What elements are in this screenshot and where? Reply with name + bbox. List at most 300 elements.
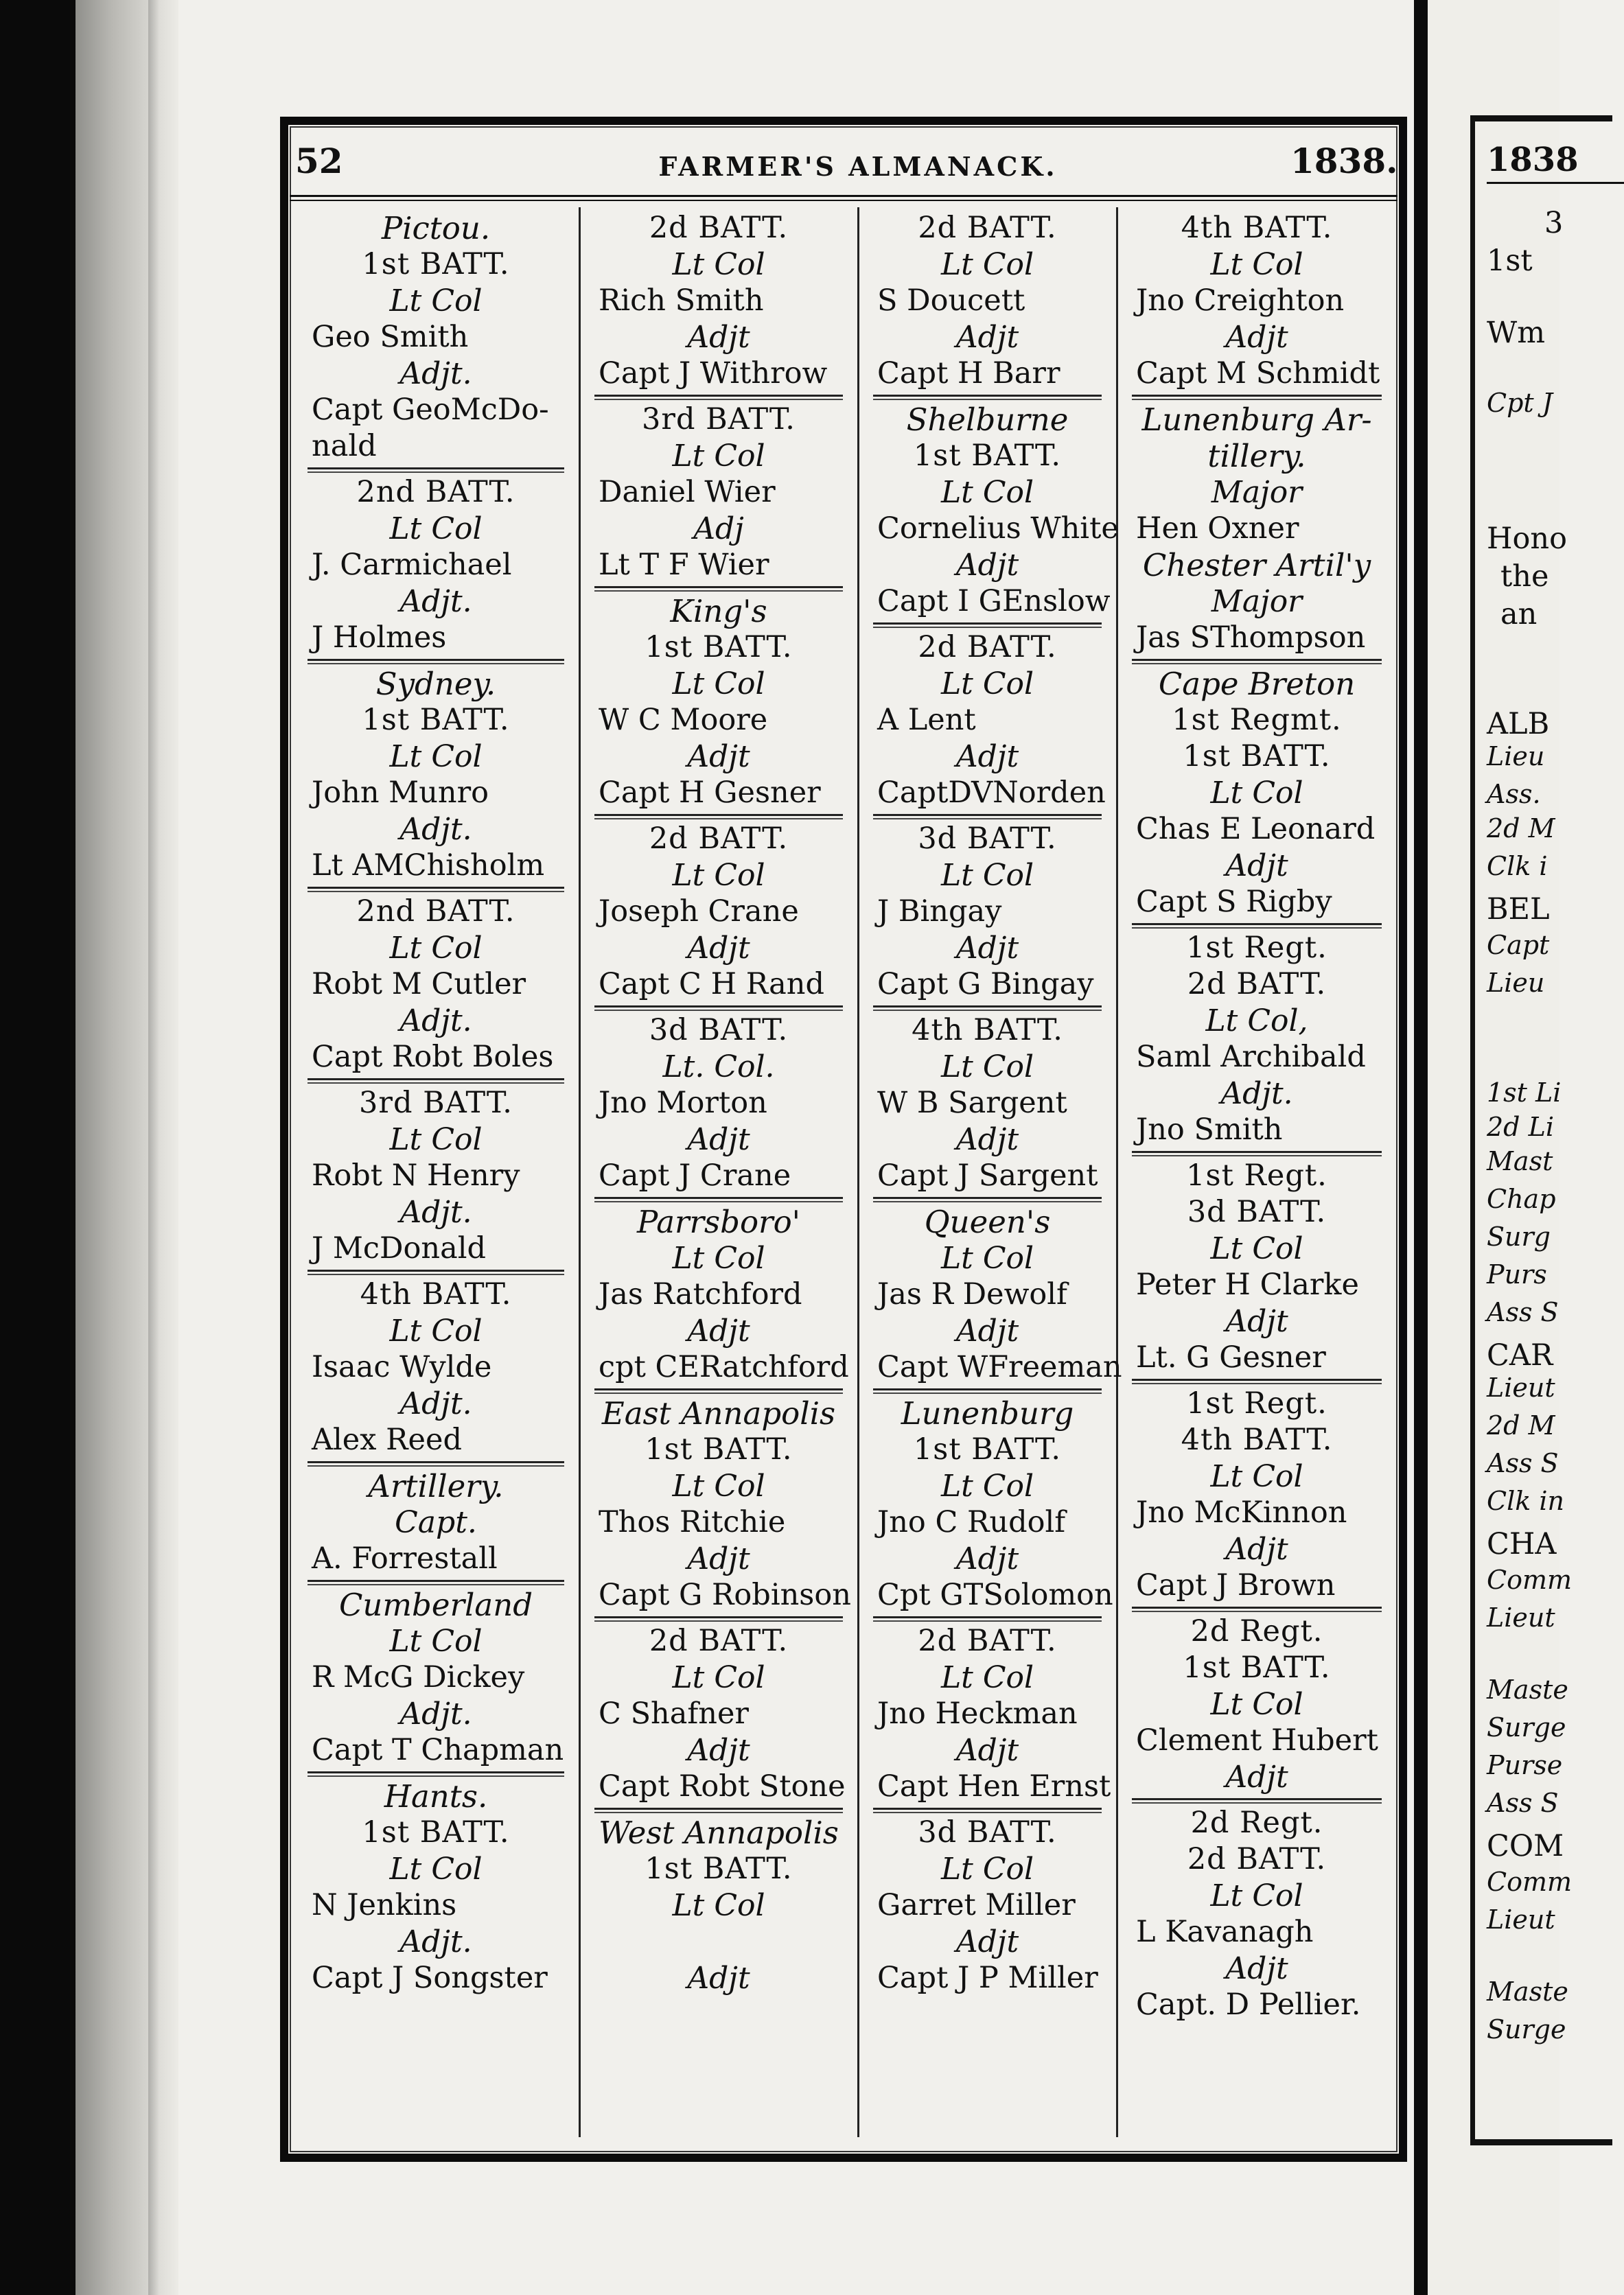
section-rule bbox=[1132, 659, 1382, 664]
section-rule bbox=[308, 1580, 564, 1585]
officer-name: Capt C H Rand bbox=[599, 967, 824, 1001]
rank-label: Lt Col bbox=[940, 666, 1034, 701]
adjacent-page-fragment: CHA bbox=[1487, 1527, 1557, 1561]
page-number: 52 bbox=[295, 141, 343, 181]
officer-name: Alex Reed bbox=[312, 1423, 462, 1457]
rank-label: Adjt bbox=[955, 1122, 1019, 1157]
rank-label: Adjt bbox=[687, 1733, 750, 1768]
officer-name: Capt G Bingay bbox=[877, 967, 1094, 1001]
rank-label: Adjt. bbox=[1220, 1076, 1293, 1111]
rank-label: Lt Col bbox=[940, 1469, 1034, 1504]
battalion-heading: 1st BATT. bbox=[645, 1432, 793, 1467]
section-rule bbox=[594, 1388, 843, 1394]
district-title: Cape Breton bbox=[1158, 666, 1356, 702]
entry-block bbox=[861, 1012, 1114, 1194]
district-title: Chester Artil'y bbox=[1142, 547, 1371, 583]
entry-block bbox=[861, 1815, 1114, 1996]
rank-label: Lt Col bbox=[940, 247, 1034, 282]
officer-name: Robt M Cutler bbox=[312, 967, 526, 1001]
officer-name: Garret Miller bbox=[877, 1888, 1076, 1922]
section-rule bbox=[873, 622, 1102, 628]
adjacent-page-fragment: Maste bbox=[1487, 1977, 1568, 2007]
battalion-heading: 4th BATT. bbox=[912, 1013, 1063, 1047]
rank-label: Adjt bbox=[687, 739, 750, 774]
rank-label: Lt Col, bbox=[1205, 1003, 1308, 1038]
district-title: Lunenburg bbox=[901, 1395, 1074, 1432]
rank-label: Adjt. bbox=[399, 812, 472, 847]
officer-name: Jas Ratchford bbox=[599, 1277, 802, 1312]
rank-label: Lt Col bbox=[672, 666, 765, 701]
officer-name: Jas SThompson bbox=[1136, 620, 1366, 655]
section-rule bbox=[1132, 1798, 1382, 1804]
gutter-shadow bbox=[148, 0, 159, 2295]
officer-name: Capt J Songster bbox=[312, 1961, 548, 1995]
rank-label: Lt Col bbox=[389, 931, 483, 966]
officer-name: Isaac Wylde bbox=[312, 1350, 492, 1384]
officer-name: Thos Ritchie bbox=[599, 1505, 786, 1539]
battalion-heading: 2nd BATT. bbox=[356, 894, 515, 929]
entry-block bbox=[1120, 401, 1394, 656]
entry-block bbox=[295, 666, 577, 884]
section-rule bbox=[308, 1078, 564, 1084]
rank-label: Lt Col bbox=[672, 247, 765, 282]
battalion-heading: 1st BATT. bbox=[645, 1852, 793, 1886]
adjacent-page-rule bbox=[1487, 182, 1624, 184]
district-title: Hants. bbox=[384, 1778, 488, 1815]
officer-name: Capt Hen Ernst bbox=[877, 1769, 1111, 1804]
rank-label: Adjt. bbox=[399, 1195, 472, 1230]
rank-label: Adjt bbox=[1225, 1951, 1288, 1986]
rank-label: Major bbox=[1211, 584, 1303, 619]
officer-name: Capt H Barr bbox=[877, 356, 1060, 391]
rank-label: Adjt bbox=[687, 320, 750, 355]
rank-label: Adjt. bbox=[399, 1386, 472, 1421]
entry-block bbox=[1120, 1386, 1394, 1604]
section-rule bbox=[594, 1616, 843, 1622]
section-rule bbox=[873, 814, 1102, 819]
rank-label: Adjt. bbox=[399, 356, 472, 391]
rank-label: Lt Col bbox=[672, 1888, 765, 1923]
entry-block bbox=[582, 593, 855, 811]
adjacent-page-fragment: Maste bbox=[1487, 1675, 1568, 1705]
rank-label: Adjt. bbox=[399, 584, 472, 619]
section-rule bbox=[308, 467, 564, 473]
officer-name: Daniel Wier bbox=[599, 475, 776, 509]
rank-label: Adjt bbox=[687, 931, 750, 966]
battalion-heading: 1st BATT. bbox=[913, 439, 1062, 473]
officer-name: Clement Hubert bbox=[1136, 1723, 1378, 1758]
page-divider bbox=[1414, 0, 1428, 2295]
adjacent-page-fragment: 2d Li bbox=[1487, 1112, 1554, 1142]
battalion-heading: 2nd BATT. bbox=[356, 475, 515, 509]
battalion-heading: 1st BATT. bbox=[913, 1432, 1062, 1467]
officer-name: Capt I GEnslow bbox=[877, 584, 1111, 618]
entry-block bbox=[295, 474, 577, 656]
officer-name: Capt Robt Stone bbox=[599, 1769, 846, 1804]
officer-name: J Holmes bbox=[312, 620, 447, 655]
section-rule bbox=[308, 1270, 564, 1275]
adjacent-page-fragment: Surge bbox=[1487, 2014, 1566, 2044]
rank-label: Lt Col bbox=[389, 1852, 483, 1887]
header-rule bbox=[290, 195, 1397, 201]
battalion-heading: 2d BATT. bbox=[649, 1624, 789, 1658]
adjacent-page-fragment: Lieut bbox=[1487, 1904, 1555, 1935]
rank-label: Lt Col bbox=[389, 283, 483, 318]
rank-label: Adjt bbox=[955, 739, 1019, 774]
rank-label: Lt Col bbox=[389, 511, 483, 546]
section-rule bbox=[873, 1197, 1102, 1202]
rank-label: Lt Col bbox=[672, 1469, 765, 1504]
rank-label: Lt Col bbox=[1210, 1459, 1303, 1494]
adjacent-page-fragment: Surge bbox=[1487, 1712, 1566, 1743]
rank-label: Adjt bbox=[1225, 1760, 1288, 1795]
rank-label: Adjt bbox=[1225, 320, 1288, 355]
officer-name: Cpt GTSolomon bbox=[877, 1578, 1113, 1612]
entry-block bbox=[861, 401, 1119, 620]
battalion-heading: 2d BATT. bbox=[649, 211, 789, 245]
section-rule bbox=[873, 1388, 1102, 1394]
battalion-heading: 3d BATT. bbox=[649, 1013, 789, 1047]
adjacent-page-fragment: ALB bbox=[1487, 707, 1550, 741]
officer-name: Jno C Rudolf bbox=[877, 1505, 1066, 1539]
entry-block bbox=[582, 1012, 855, 1194]
adjacent-page-fragment: Mast bbox=[1487, 1146, 1553, 1176]
entry-block bbox=[1120, 1805, 1394, 2023]
district-title: Artillery. bbox=[368, 1468, 504, 1504]
section-rule bbox=[1132, 1379, 1382, 1384]
rank-label: Adjt bbox=[687, 1122, 750, 1157]
officer-name: J McDonald bbox=[312, 1231, 486, 1266]
officer-name: Capt WFreeman bbox=[877, 1350, 1122, 1384]
running-head: FARMER'S ALMANACK. bbox=[658, 151, 1058, 182]
adjacent-page-fragment: an bbox=[1500, 597, 1538, 631]
column-1 bbox=[295, 210, 577, 2139]
officer-name bbox=[582, 1924, 855, 1960]
section-rule bbox=[308, 1461, 564, 1467]
rank-label: Lt Col bbox=[672, 1241, 765, 1276]
officer-name: Capt M Schmidt bbox=[1136, 356, 1380, 391]
battalion-heading: 1st BATT. bbox=[362, 1815, 510, 1850]
officer-name: Lt T F Wier bbox=[599, 548, 769, 582]
rank-label: Adjt bbox=[687, 1961, 750, 1996]
section-rule bbox=[1132, 1607, 1382, 1612]
officer-name: S Doucett bbox=[877, 283, 1025, 318]
adjacent-page-fragment: Ass S bbox=[1487, 1448, 1559, 1478]
battalion-heading: 1st BATT. bbox=[362, 703, 510, 737]
battalion-heading: 2d BATT. bbox=[918, 211, 1057, 245]
entry-block bbox=[861, 821, 1114, 1003]
officer-name: Peter H Clarke bbox=[1136, 1268, 1359, 1302]
adjacent-page bbox=[1428, 0, 1579, 2295]
section-rule bbox=[1132, 1151, 1382, 1156]
adjacent-page-fragment: 1st bbox=[1487, 244, 1533, 278]
adjacent-page-fragment: BEL bbox=[1487, 892, 1550, 927]
officer-name: Capt G Robinson bbox=[599, 1578, 851, 1612]
entry-block bbox=[295, 1778, 577, 1996]
rank-label: Adjt bbox=[1225, 1304, 1288, 1339]
officer-name: Jno Creighton bbox=[1136, 283, 1345, 318]
entry-block bbox=[582, 1815, 855, 1996]
rank-label: Lt Col bbox=[940, 475, 1034, 510]
officer-name: J. Carmichael bbox=[312, 548, 512, 582]
section-rule bbox=[594, 586, 843, 592]
battalion-heading: 4th BATT. bbox=[360, 1277, 512, 1312]
officer-name: W C Moore bbox=[599, 703, 768, 737]
adjacent-page-fragment: Wm bbox=[1487, 316, 1545, 350]
entry-block bbox=[861, 1395, 1114, 1614]
adjacent-page-fragment: the bbox=[1500, 559, 1549, 594]
battalion-heading: 2d BATT. bbox=[1187, 1842, 1327, 1876]
district-title: Lunenburg Ar- bbox=[1141, 401, 1372, 438]
rank-label: Adjt bbox=[955, 1314, 1019, 1349]
adjacent-page-fragment: Capt bbox=[1487, 930, 1550, 960]
section-rule bbox=[308, 1771, 564, 1777]
officer-name: C Shafner bbox=[599, 1697, 749, 1731]
column-3 bbox=[861, 210, 1122, 2139]
adjacent-page-fragment: 1st Li bbox=[1487, 1077, 1562, 1108]
rank-label: Lt Col bbox=[389, 1122, 483, 1157]
section-rule bbox=[594, 1005, 843, 1011]
section-rule bbox=[873, 1005, 1102, 1011]
officer-name: N Jenkins bbox=[312, 1888, 457, 1922]
rank-label: Lt Col bbox=[940, 858, 1034, 893]
adjacent-page-fragment: Chap bbox=[1487, 1184, 1556, 1214]
battalion-heading: 3rd BATT. bbox=[359, 1086, 513, 1120]
adjacent-page-fragment: Comm bbox=[1487, 1565, 1573, 1595]
district-title: Cumberland bbox=[338, 1587, 533, 1623]
officer-name: A Lent bbox=[877, 703, 976, 737]
officer-name: Capt T Chapman bbox=[312, 1733, 564, 1767]
entry-block bbox=[861, 629, 1114, 811]
section-rule bbox=[594, 814, 843, 819]
column-rule bbox=[1116, 207, 1118, 2137]
rank-label: Lt Col bbox=[672, 439, 765, 474]
rank-label: Adjt bbox=[1225, 848, 1288, 883]
rank-label: Adjt. bbox=[399, 1697, 472, 1732]
entry-block bbox=[295, 210, 577, 465]
adjacent-page-fragment: Cpt J bbox=[1487, 388, 1553, 418]
battalion-heading: 2d BATT. bbox=[918, 1624, 1057, 1658]
battalion-heading: 3d BATT. bbox=[918, 822, 1057, 856]
entry-block bbox=[861, 1204, 1122, 1386]
entry-block bbox=[1120, 210, 1394, 392]
officer-name: Capt J Crane bbox=[599, 1158, 791, 1193]
rank-label: Lt Col bbox=[940, 1241, 1034, 1276]
officer-name: Capt S Rigby bbox=[1136, 885, 1332, 919]
district-title: East Annapolis bbox=[601, 1395, 836, 1432]
district-title: West Annapolis bbox=[599, 1815, 839, 1851]
entry-block bbox=[1120, 1158, 1394, 1376]
officer-name: Jno Morton bbox=[599, 1086, 767, 1120]
adjacent-page-fragment: 2d M bbox=[1487, 813, 1555, 843]
column-2 bbox=[582, 210, 855, 2139]
entry-block bbox=[295, 1277, 577, 1458]
officer-name: A. Forrestall bbox=[312, 1541, 498, 1576]
entry-block bbox=[582, 1623, 855, 1805]
entry-block bbox=[861, 1623, 1114, 1805]
officer-name: Capt. D Pellier. bbox=[1136, 1988, 1361, 2022]
officer-name: W B Sargent bbox=[877, 1086, 1067, 1120]
officer-name: Lt. G Gesner bbox=[1136, 1340, 1326, 1375]
adjacent-page-fragment: 3 bbox=[1544, 206, 1564, 240]
officer-name: Robt N Henry bbox=[312, 1158, 520, 1193]
officer-name: Capt H Gesner bbox=[599, 776, 821, 810]
rank-label: Lt Col bbox=[940, 1660, 1034, 1695]
battalion-heading: 1st Regt. bbox=[1186, 1158, 1327, 1193]
adjacent-page-fragment: Ass S bbox=[1487, 1788, 1559, 1818]
officer-name: J Bingay bbox=[877, 894, 1002, 929]
adjacent-page-fragment: Surg bbox=[1487, 1222, 1551, 1252]
entry-block bbox=[582, 1395, 855, 1614]
adjacent-page-fragment: Lieut bbox=[1487, 1373, 1555, 1403]
rank-label: Lt Col bbox=[389, 739, 483, 774]
rank-label: Lt Col bbox=[672, 1660, 765, 1695]
section-rule bbox=[1132, 395, 1382, 400]
officer-name: John Munro bbox=[312, 776, 489, 810]
officer-name: L Kavanagh bbox=[1136, 1915, 1314, 1949]
officer-name: R McG Dickey bbox=[312, 1660, 525, 1694]
officer-name: Capt GeoMcDo- bbox=[312, 393, 549, 427]
officer-name: nald bbox=[312, 429, 377, 463]
officer-name: Jas R Dewolf bbox=[877, 1277, 1067, 1312]
district-title: King's bbox=[670, 593, 767, 629]
adjacent-page-fragment: Ass S bbox=[1487, 1297, 1559, 1327]
entry-block bbox=[582, 401, 855, 583]
officer-name: Capt J Sargent bbox=[877, 1158, 1098, 1193]
battalion-heading: 1st Regmt. bbox=[1172, 703, 1342, 737]
entry-block bbox=[1120, 666, 1394, 920]
officer-name: Jno McKinnon bbox=[1136, 1495, 1347, 1530]
section-rule bbox=[873, 1616, 1102, 1622]
officer-name: Geo Smith bbox=[312, 320, 469, 354]
district-title: Pictou. bbox=[381, 210, 491, 246]
rank-label: Lt Col bbox=[940, 1852, 1034, 1887]
adjacent-page-fragment: Purse bbox=[1487, 1750, 1563, 1780]
rank-label: Adj bbox=[693, 511, 744, 546]
adjacent-page-fragment: Clk i bbox=[1487, 851, 1548, 881]
officer-name: Jno Heckman bbox=[877, 1697, 1078, 1731]
rank-label: Lt Col bbox=[1210, 776, 1303, 811]
entry-block bbox=[1120, 930, 1394, 1148]
battalion-heading: 1st BATT. bbox=[645, 630, 793, 664]
rank-label: Adjt. bbox=[399, 1003, 472, 1038]
rank-label: Lt. Col. bbox=[662, 1049, 775, 1084]
entry-block bbox=[295, 1468, 577, 1577]
rank-label: Lt Col bbox=[940, 1049, 1034, 1084]
rank-label: Capt. bbox=[395, 1505, 477, 1540]
entry-block bbox=[295, 894, 577, 1075]
officer-name: Saml Archibald bbox=[1136, 1040, 1366, 1074]
battalion-heading: 1st BATT. bbox=[362, 247, 510, 281]
entry-block bbox=[861, 210, 1114, 392]
rank-label: Lt Col bbox=[1210, 1687, 1303, 1722]
entry-block bbox=[295, 1587, 577, 1769]
officer-name: CaptDVNorden bbox=[877, 776, 1106, 810]
rank-label: Adjt bbox=[955, 1541, 1019, 1576]
rank-label: Lt Col bbox=[1210, 1231, 1303, 1266]
district-title: Parrsboro' bbox=[636, 1204, 801, 1240]
rank-label: Adjt bbox=[687, 1314, 750, 1349]
rank-label: Adjt bbox=[955, 548, 1019, 583]
entry-block bbox=[1120, 1614, 1394, 1795]
adjacent-page-fragment: Purs bbox=[1487, 1259, 1547, 1290]
section-rule bbox=[1132, 923, 1382, 929]
district-title: tillery. bbox=[1207, 438, 1306, 474]
rank-label: Adjt. bbox=[399, 1924, 472, 1959]
battalion-heading: 4th BATT. bbox=[1181, 1423, 1333, 1457]
battalion-heading: 3rd BATT. bbox=[642, 402, 796, 436]
section-rule bbox=[308, 659, 564, 664]
battalion-heading: 2d BATT. bbox=[918, 630, 1057, 664]
rank-label: Adjt bbox=[687, 1541, 750, 1576]
adjacent-page-fragment: Clk in bbox=[1487, 1486, 1564, 1516]
section-rule bbox=[308, 887, 564, 892]
rank-label: Lt Col bbox=[1210, 1878, 1303, 1913]
entry-block bbox=[582, 821, 855, 1003]
column-rule bbox=[579, 207, 581, 2137]
officer-name: Chas E Leonard bbox=[1136, 812, 1376, 846]
rank-label: Major bbox=[1211, 475, 1303, 510]
district-title: Shelburne bbox=[906, 401, 1069, 438]
adjacent-page-fragment: Lieut bbox=[1487, 1603, 1555, 1633]
adjacent-page-fragment: COM bbox=[1487, 1829, 1564, 1863]
adjacent-page-fragment: Hono bbox=[1487, 522, 1567, 556]
officer-name: cpt CERatchford bbox=[599, 1350, 849, 1384]
battalion-heading: 2d BATT. bbox=[1187, 967, 1327, 1001]
adjacent-page-fragment: Lieu bbox=[1487, 741, 1545, 771]
district-title: Queen's bbox=[924, 1204, 1051, 1240]
entry-block bbox=[295, 1085, 577, 1267]
battalion-heading: 2d BATT. bbox=[649, 822, 789, 856]
section-rule bbox=[873, 1808, 1102, 1813]
column-4 bbox=[1120, 210, 1394, 2139]
adjacent-page-fragment: Ass. bbox=[1487, 779, 1541, 809]
officer-name: Joseph Crane bbox=[599, 894, 799, 929]
column-rule bbox=[857, 207, 859, 2137]
battalion-heading: 3d BATT. bbox=[1187, 1195, 1327, 1229]
book-gutter bbox=[76, 0, 178, 2295]
adjacent-page-year: 1838 bbox=[1487, 141, 1579, 179]
adjacent-page-fragment: Comm bbox=[1487, 1867, 1573, 1897]
district-title: Sydney. bbox=[375, 666, 496, 702]
officer-name: Capt Robt Boles bbox=[312, 1040, 554, 1074]
section-rule bbox=[594, 1808, 843, 1813]
battalion-heading: 3d BATT. bbox=[918, 1815, 1057, 1850]
rank-label: Adjt bbox=[955, 320, 1019, 355]
officer-name: Rich Smith bbox=[599, 283, 764, 318]
officer-name: Jno Smith bbox=[1136, 1112, 1283, 1147]
rank-label: Adjt bbox=[1225, 1532, 1288, 1567]
rank-label: Lt Col bbox=[389, 1314, 483, 1349]
battalion-heading: 4th BATT. bbox=[1181, 211, 1333, 245]
officer-name: Capt J Brown bbox=[1136, 1568, 1336, 1603]
rank-label: Lt Col bbox=[389, 1624, 483, 1659]
battalion-heading: 2d Regt. bbox=[1190, 1806, 1323, 1840]
section-rule bbox=[873, 395, 1102, 400]
adjacent-page-fragment: CAR bbox=[1487, 1338, 1553, 1373]
officer-name: Capt J P Miller bbox=[877, 1961, 1098, 1995]
battalion-heading: 1st Regt. bbox=[1186, 931, 1327, 965]
entry-block bbox=[582, 210, 855, 392]
rank-label: Adjt bbox=[955, 1924, 1019, 1959]
rank-label: Adjt bbox=[955, 931, 1019, 966]
adjacent-page-fragment: 2d M bbox=[1487, 1410, 1555, 1441]
page-year: 1838. bbox=[1290, 141, 1398, 181]
battalion-heading: 2d Regt. bbox=[1190, 1614, 1323, 1649]
rank-label: Lt Col bbox=[1210, 247, 1303, 282]
adjacent-page-fragment: Lieu bbox=[1487, 968, 1545, 998]
battalion-heading: 1st BATT. bbox=[1183, 1651, 1331, 1685]
